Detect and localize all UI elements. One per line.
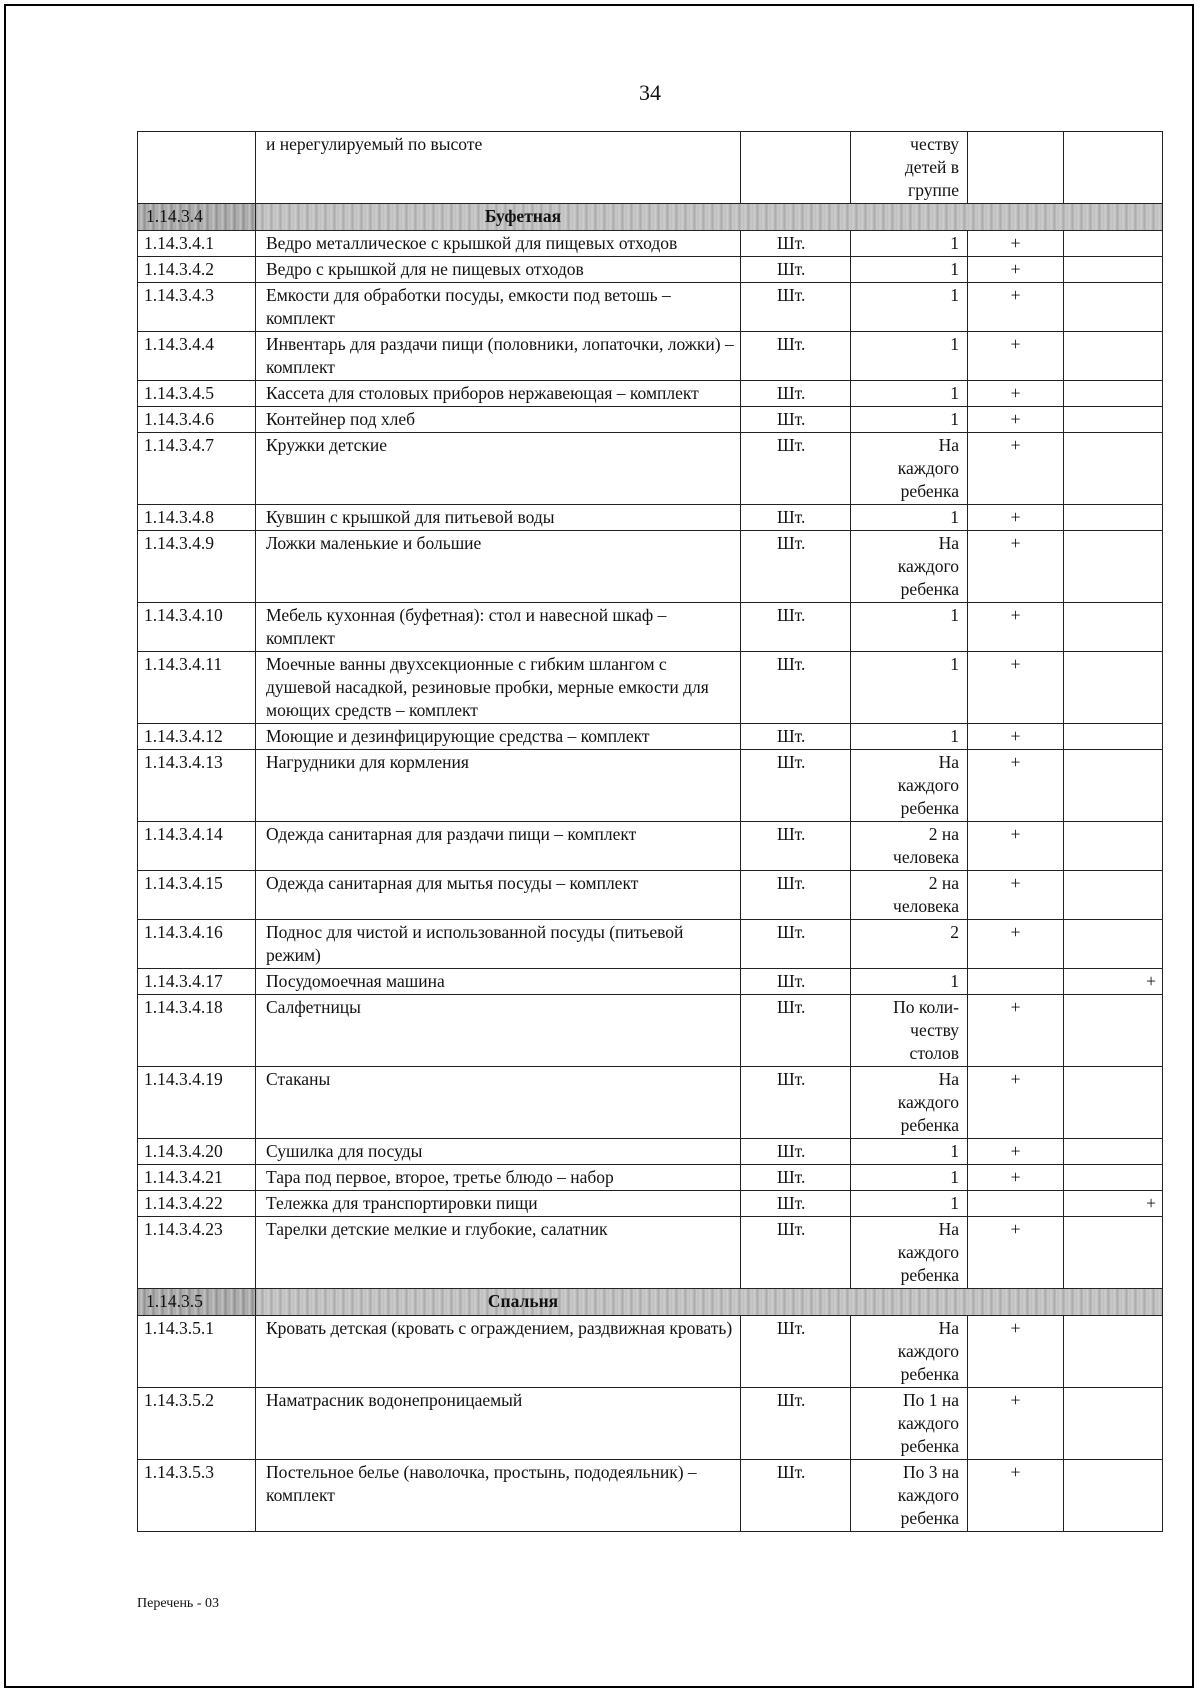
- item-name: Моечные ванны двухсекционные с гибким шлангом с душевой насадкой, резиновые пробки, мерные емкости для моющих средств – комплект: [256, 652, 741, 724]
- item-name: Кассета для столовых приборов нержавеющая – комплект: [256, 381, 741, 407]
- item-name: Контейнер под хлеб: [256, 407, 741, 433]
- item-code: 1.14.3.4.17: [138, 969, 256, 995]
- item-name: Емкости для обработки посуды, емкости под ветошь – комплект: [256, 283, 741, 332]
- item-name: Ведро с крышкой для не пищевых отходов: [256, 257, 741, 283]
- item-qty: 1: [851, 1139, 968, 1165]
- item-mark-2: [1064, 332, 1163, 381]
- cell-code: [138, 132, 256, 204]
- item-code: 1.14.3.4.8: [138, 505, 256, 531]
- item-name: Моющие и дезинфицирующие средства – комплект: [256, 724, 741, 750]
- item-mark-2: [1064, 257, 1163, 283]
- item-qty: На каждого ребенка: [851, 531, 968, 603]
- item-name: Мебель кухонная (буфетная): стол и навесной шкаф – комплект: [256, 603, 741, 652]
- item-unit: Шт.: [741, 652, 851, 724]
- table-row: [138, 969, 1163, 995]
- item-mark-1: +: [968, 505, 1064, 531]
- item-name: Ведро металлическое с крышкой для пищевых отходов: [256, 231, 741, 257]
- item-code: 1.14.3.4.4: [138, 332, 256, 381]
- item-code: 1.14.3.4.18: [138, 995, 256, 1067]
- item-mark-2: [1064, 1165, 1163, 1191]
- item-code: 1.14.3.4.9: [138, 531, 256, 603]
- item-name: Стаканы: [256, 1067, 741, 1139]
- item-code: 1.14.3.4.7: [138, 433, 256, 505]
- item-code: 1.14.3.4.12: [138, 724, 256, 750]
- item-mark-1: +: [968, 381, 1064, 407]
- table-body: [138, 132, 1163, 1532]
- table-row: [138, 920, 1163, 969]
- item-code: 1.14.3.4.10: [138, 603, 256, 652]
- item-mark-1: +: [968, 822, 1064, 871]
- item-code: 1.14.3.4.5: [138, 381, 256, 407]
- item-qty: 1: [851, 231, 968, 257]
- item-name: Одежда санитарная для раздачи пищи – комплект: [256, 822, 741, 871]
- item-name: Посудомоечная машина: [256, 969, 741, 995]
- item-code: 1.14.3.4.23: [138, 1217, 256, 1289]
- item-mark-1: +: [968, 531, 1064, 603]
- item-code: 1.14.3.4.16: [138, 920, 256, 969]
- section-title: Спальня: [256, 1289, 1163, 1316]
- item-mark-2: [1064, 1316, 1163, 1388]
- item-mark-1: +: [968, 1067, 1064, 1139]
- item-mark-1: +: [968, 1165, 1064, 1191]
- item-name: Наматрасник водонепроницаемый: [256, 1388, 741, 1460]
- table-row: [138, 1217, 1163, 1289]
- item-name: Ложки маленькие и большие: [256, 531, 741, 603]
- item-mark-2: [1064, 750, 1163, 822]
- item-qty: 1: [851, 283, 968, 332]
- item-code: 1.14.3.4.22: [138, 1191, 256, 1217]
- item-name: Нагрудники для кормления: [256, 750, 741, 822]
- table-row: [138, 1316, 1163, 1388]
- item-mark-2: +: [1064, 1191, 1163, 1217]
- table-row: [138, 995, 1163, 1067]
- item-qty: 1: [851, 332, 968, 381]
- item-unit: Шт.: [741, 603, 851, 652]
- table-row: [138, 724, 1163, 750]
- section-code: 1.14.3.5: [138, 1289, 256, 1316]
- item-mark-2: [1064, 724, 1163, 750]
- item-mark-2: [1064, 1388, 1163, 1460]
- item-name: Сушилка для посуды: [256, 1139, 741, 1165]
- table-row: [138, 1191, 1163, 1217]
- item-mark-2: [1064, 1067, 1163, 1139]
- item-name: Инвентарь для раздачи пищи (половники, лопаточки, ложки) – комплект: [256, 332, 741, 381]
- item-unit: Шт.: [741, 381, 851, 407]
- table-row: [138, 1067, 1163, 1139]
- item-mark-2: [1064, 231, 1163, 257]
- page-number: 34: [639, 80, 661, 105]
- item-unit: Шт.: [741, 1316, 851, 1388]
- item-mark-1: +: [968, 1217, 1064, 1289]
- table-row: [138, 257, 1163, 283]
- item-unit: Шт.: [741, 995, 851, 1067]
- item-qty: На каждого ребенка: [851, 433, 968, 505]
- item-unit: Шт.: [741, 332, 851, 381]
- table-row: [138, 603, 1163, 652]
- item-name: Тарелки детские мелкие и глубокие, салатник: [256, 1217, 741, 1289]
- table-row: [138, 505, 1163, 531]
- item-mark-1: +: [968, 1460, 1064, 1532]
- item-mark-1: +: [968, 871, 1064, 920]
- cell-mark-2: [1064, 132, 1163, 204]
- item-qty: 1: [851, 1165, 968, 1191]
- item-mark-1: +: [968, 231, 1064, 257]
- table-row: [138, 750, 1163, 822]
- item-qty: 1: [851, 1191, 968, 1217]
- footer-label: Перечень - 03: [137, 1596, 219, 1611]
- item-mark-2: [1064, 871, 1163, 920]
- table-row: [138, 407, 1163, 433]
- item-mark-2: [1064, 1139, 1163, 1165]
- item-unit: Шт.: [741, 1388, 851, 1460]
- table-row: [138, 1460, 1163, 1532]
- item-mark-1: +: [968, 750, 1064, 822]
- item-qty: 1: [851, 603, 968, 652]
- item-code: 1.14.3.4.1: [138, 231, 256, 257]
- item-qty: 1: [851, 652, 968, 724]
- item-code: 1.14.3.4.20: [138, 1139, 256, 1165]
- item-qty: 1: [851, 969, 968, 995]
- table-row-continuation: [138, 132, 1163, 204]
- item-name: Поднос для чистой и использованной посуды (питьевой режим): [256, 920, 741, 969]
- item-qty: 1: [851, 257, 968, 283]
- equipment-table: [137, 131, 1163, 1532]
- item-code: 1.14.3.4.21: [138, 1165, 256, 1191]
- item-unit: Шт.: [741, 433, 851, 505]
- item-mark-2: [1064, 652, 1163, 724]
- item-code: 1.14.3.5.2: [138, 1388, 256, 1460]
- item-mark-2: [1064, 505, 1163, 531]
- section-code: 1.14.3.4: [138, 204, 256, 231]
- item-name: Одежда санитарная для мытья посуды – комплект: [256, 871, 741, 920]
- item-mark-1: +: [968, 332, 1064, 381]
- item-qty: 2: [851, 920, 968, 969]
- item-qty: На каждого ребенка: [851, 750, 968, 822]
- section-title: Буфетная: [256, 204, 1163, 231]
- item-unit: Шт.: [741, 1191, 851, 1217]
- item-mark-1: +: [968, 283, 1064, 332]
- item-unit: Шт.: [741, 1165, 851, 1191]
- item-mark-1: +: [968, 995, 1064, 1067]
- cell-name: и нерегулируемый по высоте: [256, 132, 741, 204]
- item-unit: Шт.: [741, 724, 851, 750]
- item-mark-1: +: [968, 652, 1064, 724]
- item-qty: На каждого ребенка: [851, 1316, 968, 1388]
- item-mark-1: +: [968, 920, 1064, 969]
- item-mark-2: [1064, 1217, 1163, 1289]
- item-mark-2: [1064, 920, 1163, 969]
- item-mark-1: +: [968, 433, 1064, 505]
- item-mark-2: [1064, 283, 1163, 332]
- section-header-row: [138, 1289, 1163, 1316]
- item-code: 1.14.3.4.3: [138, 283, 256, 332]
- item-code: 1.14.3.5.1: [138, 1316, 256, 1388]
- item-unit: Шт.: [741, 283, 851, 332]
- item-qty: 2 на человека: [851, 871, 968, 920]
- item-qty: По 1 на каждого ребенка: [851, 1388, 968, 1460]
- item-name: Кружки детские: [256, 433, 741, 505]
- item-mark-2: [1064, 381, 1163, 407]
- item-unit: Шт.: [741, 1139, 851, 1165]
- item-code: 1.14.3.5.3: [138, 1460, 256, 1532]
- item-mark-2: [1064, 531, 1163, 603]
- item-qty: По коли-честву столов: [851, 995, 968, 1067]
- item-unit: Шт.: [741, 1217, 851, 1289]
- item-unit: Шт.: [741, 231, 851, 257]
- item-name: Кувшин с крышкой для питьевой воды: [256, 505, 741, 531]
- table-row: [138, 283, 1163, 332]
- item-unit: Шт.: [741, 822, 851, 871]
- item-qty: 1: [851, 407, 968, 433]
- item-unit: Шт.: [741, 407, 851, 433]
- item-mark-2: +: [1064, 969, 1163, 995]
- table-row: [138, 231, 1163, 257]
- item-unit: Шт.: [741, 871, 851, 920]
- item-mark-2: [1064, 603, 1163, 652]
- item-unit: Шт.: [741, 531, 851, 603]
- item-qty: 1: [851, 505, 968, 531]
- item-mark-1: [968, 969, 1064, 995]
- cell-mark-1: [968, 132, 1064, 204]
- table-row: [138, 822, 1163, 871]
- item-code: 1.14.3.4.11: [138, 652, 256, 724]
- item-mark-1: +: [968, 724, 1064, 750]
- item-code: 1.14.3.4.14: [138, 822, 256, 871]
- item-name: Салфетницы: [256, 995, 741, 1067]
- table-row: [138, 381, 1163, 407]
- item-name: Тележка для транспортировки пищи: [256, 1191, 741, 1217]
- cell-unit: [741, 132, 851, 204]
- item-unit: Шт.: [741, 969, 851, 995]
- item-qty: По 3 на каждого ребенка: [851, 1460, 968, 1532]
- item-mark-2: [1064, 995, 1163, 1067]
- table-row: [138, 332, 1163, 381]
- item-qty: На каждого ребенка: [851, 1217, 968, 1289]
- item-mark-1: +: [968, 257, 1064, 283]
- item-mark-1: +: [968, 603, 1064, 652]
- item-code: 1.14.3.4.13: [138, 750, 256, 822]
- item-name: Постельное белье (наволочка, простынь, пододеяльник) – комплект: [256, 1460, 741, 1532]
- item-qty: На каждого ребенка: [851, 1067, 968, 1139]
- table-row: [138, 871, 1163, 920]
- item-mark-1: [968, 1191, 1064, 1217]
- item-qty: 1: [851, 724, 968, 750]
- table-row: [138, 433, 1163, 505]
- item-mark-2: [1064, 822, 1163, 871]
- item-unit: Шт.: [741, 505, 851, 531]
- item-unit: Шт.: [741, 920, 851, 969]
- item-unit: Шт.: [741, 750, 851, 822]
- item-unit: Шт.: [741, 257, 851, 283]
- item-mark-2: [1064, 433, 1163, 505]
- item-mark-2: [1064, 407, 1163, 433]
- item-code: 1.14.3.4.19: [138, 1067, 256, 1139]
- table-row: [138, 1165, 1163, 1191]
- item-name: Кровать детская (кровать с ограждением, раздвижная кровать): [256, 1316, 741, 1388]
- item-qty: 2 на человека: [851, 822, 968, 871]
- item-mark-2: [1064, 1460, 1163, 1532]
- item-code: 1.14.3.4.6: [138, 407, 256, 433]
- table-row: [138, 652, 1163, 724]
- item-mark-1: +: [968, 1139, 1064, 1165]
- item-unit: Шт.: [741, 1460, 851, 1532]
- table-row: [138, 1388, 1163, 1460]
- item-code: 1.14.3.4.15: [138, 871, 256, 920]
- item-mark-1: +: [968, 1388, 1064, 1460]
- table-row: [138, 531, 1163, 603]
- item-mark-1: +: [968, 1316, 1064, 1388]
- item-code: 1.14.3.4.2: [138, 257, 256, 283]
- section-header-row: [138, 204, 1163, 231]
- table-row: [138, 1139, 1163, 1165]
- cell-qty: честву детей в группе: [851, 132, 968, 204]
- item-unit: Шт.: [741, 1067, 851, 1139]
- item-name: Тара под первое, второе, третье блюдо – набор: [256, 1165, 741, 1191]
- item-mark-1: +: [968, 407, 1064, 433]
- item-qty: 1: [851, 381, 968, 407]
